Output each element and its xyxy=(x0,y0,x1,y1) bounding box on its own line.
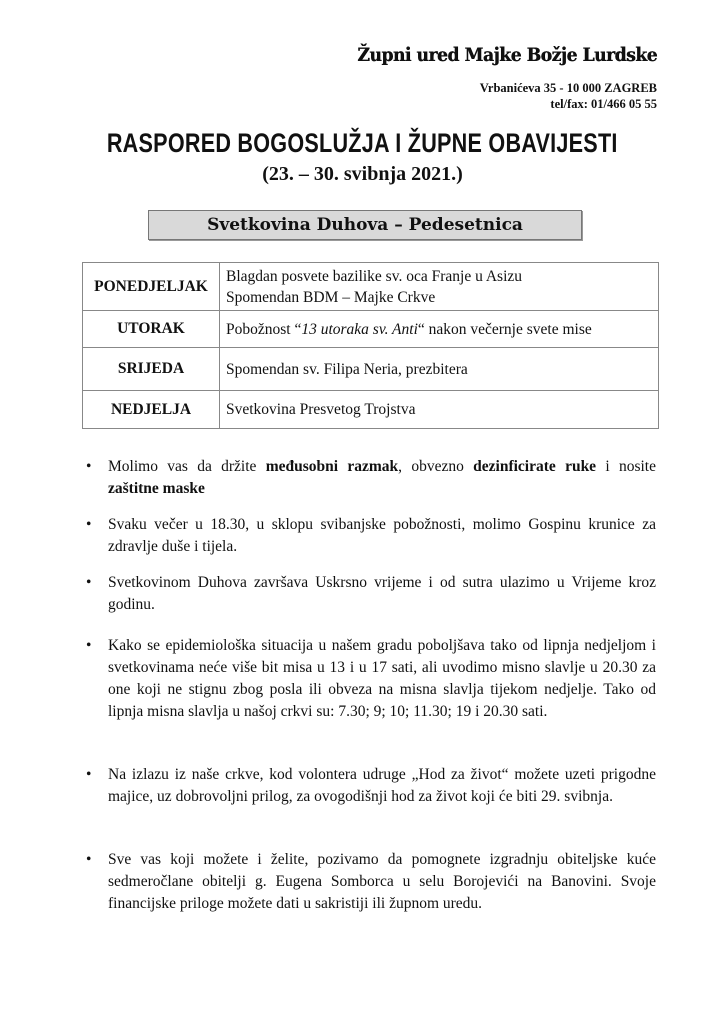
event-line: Spomendan BDM – Majke Crkve xyxy=(226,288,436,306)
day-cell: NEDJELJA xyxy=(83,391,220,429)
parish-contact xyxy=(480,80,657,112)
notice-item: • Svaku večer u 18.30, u sklopu svibanjske pobožnosti, molimo Gospinu krunice za zdravlje duše i tijela. xyxy=(108,514,656,558)
event-cell xyxy=(220,311,659,348)
table-row xyxy=(83,348,659,391)
date-range: (23. – 30. svibnja 2021.) xyxy=(262,163,463,185)
page-title xyxy=(0,128,725,159)
event-cell: Svetkovina Presvetog Trojstva xyxy=(220,391,659,429)
page-title-text: RASPORED BOGOSLUŽJA I ŽUPNE OBAVIJESTI xyxy=(107,128,618,158)
parish-office-name: Župni ured Majke Božje Lurdske xyxy=(357,44,657,66)
schedule-table xyxy=(82,262,659,429)
phone: tel/fax: 01/466 05 55 xyxy=(550,97,657,111)
table-row xyxy=(83,311,659,348)
day-cell: SRIJEDA xyxy=(83,348,220,391)
event-cell xyxy=(220,263,659,311)
table-row xyxy=(83,263,659,311)
table-row xyxy=(83,391,659,429)
notice-item: • Na izlazu iz naše crkve, kod volontera udruge „Hod za život“ možete uzeti prigodne majice, uz dobrovoljni prilog, za ovogodišnji hod za život koji će biti 29. svibnja. xyxy=(108,764,656,808)
notice-item: • Molimo vas da držite međusobni razmak, obvezno dezinficirate ruke i nosite zaštitne maske xyxy=(108,456,656,500)
notice-item: • Kako se epidemiološka situacija u našem gradu poboljšava tako od lipnja nedjeljom i svetkovinama neće više bit misa u 13 i u 17 sati, ali uvodimo misno slavlje u 20.30 za one koji ne stignu zbog posla ili obveza na misna slavlja tijekom nedjelje. Tako od lipnja misna slavlja u našoj crkvi su: 7.30; 9; 10; 11.30; 19 i 20.30 sati. xyxy=(108,635,656,723)
event-line: Blagdan posvete bazilike sv. oca Franje u Asizu xyxy=(226,267,522,285)
notice-item: • Svetkovinom Duhova završava Uskrsno vrijeme i od sutra ulazimo u Vrijeme kroz godinu. xyxy=(108,572,656,616)
address: Vrbanićeva 35 - 10 000 ZAGREB xyxy=(479,81,657,95)
event-cell: Spomendan sv. Filipa Neria, prezbitera xyxy=(220,348,659,391)
event-text-italic: 13 utoraka sv. Anti xyxy=(301,320,418,338)
feast-banner: Svetkovina Duhova – Pedesetnica xyxy=(148,210,582,240)
event-text: Pobožnost “ xyxy=(226,320,302,338)
event-text: “ nakon večernje svete mise xyxy=(417,320,592,338)
day-cell: UTORAK xyxy=(83,311,220,348)
notice-item: • Sve vas koji možete i želite, pozivamo da pomognete izgradnju obiteljske kuće sedmeročlane obitelji g. Eugena Somborca u selu Borojevići na Banovini. Svoje financijske priloge možete dati u sakristiji ili župnom uredu. xyxy=(108,849,656,915)
day-cell: PONEDJELJAK xyxy=(83,263,220,311)
